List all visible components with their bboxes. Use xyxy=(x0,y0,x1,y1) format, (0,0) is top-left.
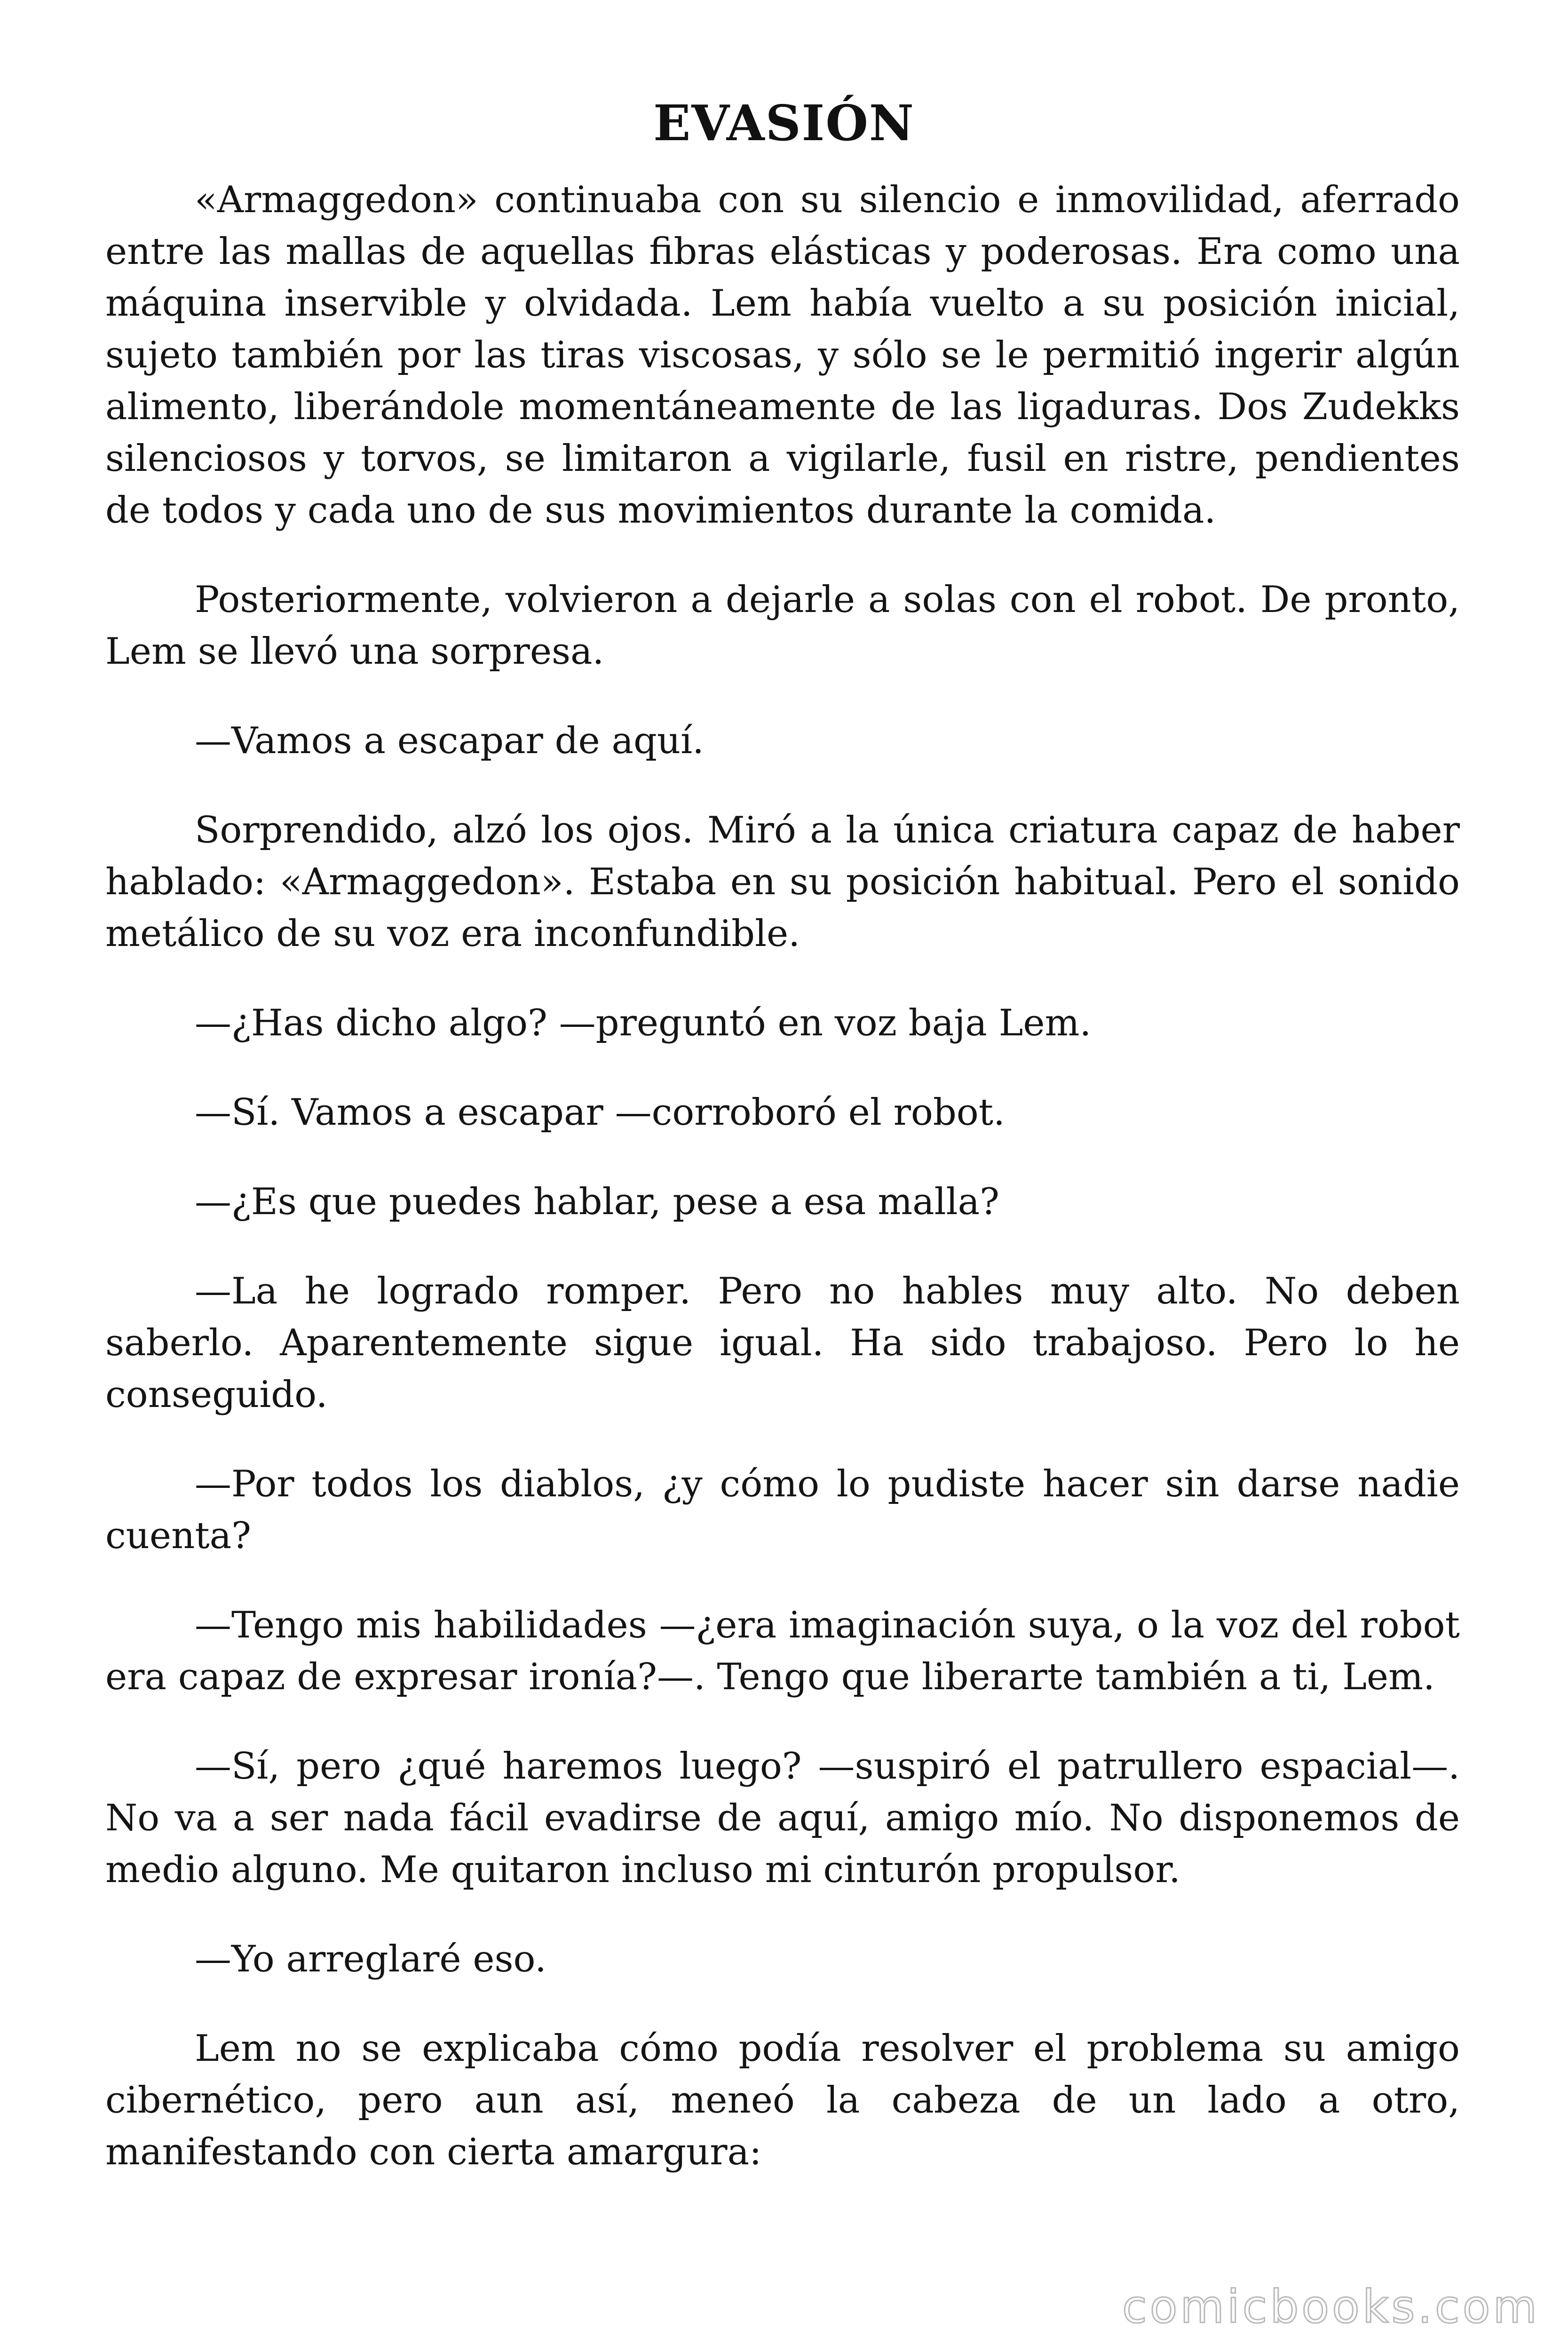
paragraph: Posteriormente, volvieron a dejarle a solas con el robot. De pronto, Lem se llevó una sorpresa. xyxy=(105,579,1460,673)
paragraph: —Sí. Vamos a escapar —corroboró el robot. xyxy=(195,1091,1005,1134)
paragraph: —¿Has dicho algo? —preguntó en voz baja Lem. xyxy=(195,1002,1092,1044)
paragraph: —La he logrado romper. Pero no hables muy alto. No deben saberlo. Aparentemente sigue igual. Ha sido trabajoso. Pero lo he conseguido. xyxy=(105,1270,1460,1416)
paragraph: —Vamos a escapar de aquí. xyxy=(195,720,704,762)
chapter-title: EVASIÓN xyxy=(653,94,915,152)
paragraph: Lem no se explicaba cómo podía resolver el problema su amigo cibernético, pero aun así, meneó la cabeza de un lado a otro, manifestando con cierta amargura: xyxy=(105,2027,1460,2173)
body-text xyxy=(105,174,1460,2178)
paragraph: —¿Es que puedes hablar, pese a esa malla? xyxy=(195,1181,999,1223)
paragraph: —Por todos los diablos, ¿y cómo lo pudiste hacer sin darse nadie cuenta? xyxy=(105,1463,1460,1557)
paragraph: —Yo arreglaré eso. xyxy=(195,1938,546,1980)
watermark: comicbooks.com xyxy=(1122,2280,1540,2333)
paragraph: —Sí, pero ¿qué haremos luego? —suspiró el patrullero espacial—. No va a ser nada fácil evadirse de aquí, amigo mío. No disponemos de medio alguno. Me quitaron incluso mi cinturón propulsor. xyxy=(105,1745,1460,1891)
paragraph: Sorprendido, alzó los ojos. Miró a la única criatura capaz de haber hablado: «Armaggedon». Estaba en su posición habitual. Pero el sonido metálico de su voz era inconfundible. xyxy=(105,809,1460,955)
paragraph: «Armaggedon» continuaba con su silencio e inmovilidad, aferrado entre las mallas de aquellas fibras elásticas y poderosas. Era como una máquina inservible y olvidada. Lem había vuelto a su posición inicial, sujeto también por las tiras viscosas, y sólo se le permitió ingerir algún alimento, liberándole momentáneamente de las ligaduras. Dos Zudekks silenciosos y torvos, se limitaron a vigilarle, fusil en ristre, pendientes de todos y cada uno de sus movimientos durante la comida. xyxy=(105,179,1460,532)
paragraph: —Tengo mis habilidades —¿era imaginación suya, o la voz del robot era capaz de expresar ironía?—. Tengo que liberarte también a ti, Lem. xyxy=(105,1604,1460,1698)
